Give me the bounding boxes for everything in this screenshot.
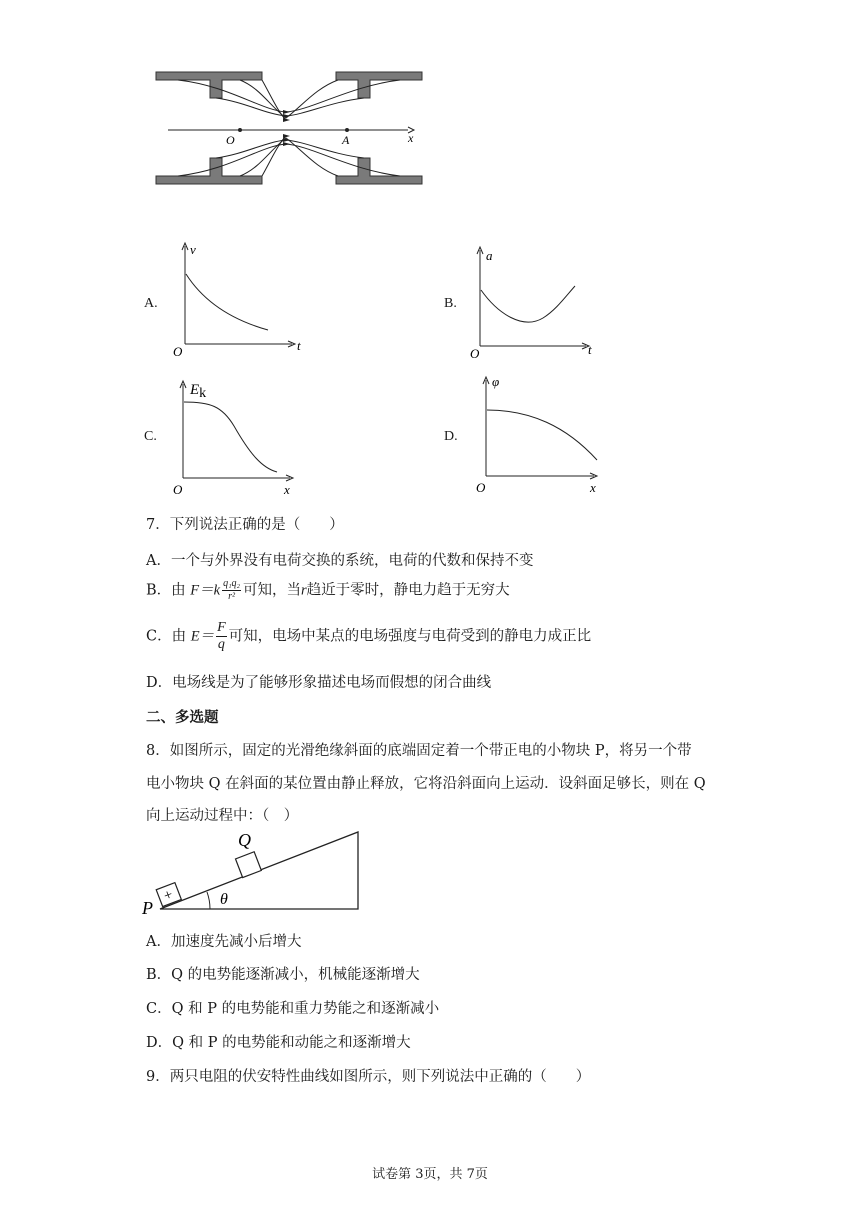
coulomb-fraction: $\frac{\text{q₁q₂}}{\text{r²}}$: [223, 578, 241, 602]
option-b-letter: B.: [444, 296, 457, 311]
theta-label: θ: [220, 891, 228, 908]
q8-option-d: D．Q 和 P 的电势能和动能之和逐渐增大: [146, 1035, 411, 1051]
q7-option-a: A．一个与外界没有电荷交换的系统，电荷的代数和保持不变: [146, 553, 534, 569]
top-plate-right: [336, 72, 422, 98]
option-c-letter: C.: [144, 429, 157, 444]
q8-option-c: C．Q 和 P 的电势能和重力势能之和逐渐减小: [146, 1001, 440, 1017]
origin-label: O: [226, 133, 235, 147]
graph-c-y-label: Ek: [190, 382, 207, 401]
section-title: 二、多选题: [146, 709, 219, 726]
p-label: P: [142, 898, 153, 918]
q7-stem: 7．下列说法正确的是（ ）: [146, 517, 344, 533]
graph-a-origin: O: [173, 344, 183, 358]
graph-c: [170, 374, 310, 498]
plus-sign: +: [161, 886, 176, 905]
q-label: Q: [238, 830, 251, 850]
graph-d-y-label: φ: [492, 374, 500, 389]
block-q: [235, 852, 261, 878]
q8-stem-line2: 电小物块 Q 在斜面的某位置由静止释放，它将沿斜面向上运动．设斜面足够长，则在 Q: [146, 776, 706, 792]
q7-option-d: D．电场线是为了能够形象描述电场而假想的闭合曲线: [146, 675, 492, 691]
graph-b: [468, 244, 608, 362]
point-a-label: A: [342, 133, 350, 147]
graph-a-y-label: v: [190, 242, 196, 257]
graph-b-x-label: t: [588, 342, 592, 357]
x-axis-label: x: [408, 131, 414, 145]
graph-a: [170, 240, 310, 358]
option-a-letter: A.: [144, 296, 158, 311]
incline-figure: [140, 822, 370, 918]
page-footer: 试卷第 3页，共 7页: [372, 1167, 488, 1182]
q8-stem-line1: 8．如图所示，固定的光滑绝缘斜面的底端固定着一个带正电的小物块 P，将另一个带: [146, 743, 692, 759]
bottom-plate-right: [336, 158, 422, 184]
graph-b-y-label: a: [486, 248, 493, 263]
graph-c-origin: O: [173, 482, 183, 497]
field-fraction: $\frac{F}{q}$: [217, 620, 226, 652]
q9-stem: 9．两只电阻的伏安特性曲线如图所示，则下列说法中正确的（ ）: [146, 1069, 591, 1085]
graph-d: [470, 370, 610, 496]
graph-a-x-label: t: [297, 338, 301, 353]
q8-option-b: B．Q 的电势能逐渐减小，机械能逐渐增大: [146, 967, 420, 983]
bottom-plate: [156, 158, 262, 184]
graph-d-origin: O: [476, 480, 486, 495]
q7-option-c: C．由 E＝ $\frac{F}{q}$ 可知，电场中某点的电场强度与电荷受到的静电力成正比: [146, 620, 592, 652]
field-diagram: [150, 66, 430, 190]
q7-option-b: B．由 F＝k $\frac{\text{q₁q₂}}{\text{r²}}$ 可知，当r趋近于零时，静电力趋于无穷大: [146, 578, 510, 602]
graph-c-x-label: x: [284, 482, 290, 497]
graph-d-x-label: x: [590, 480, 596, 495]
top-plate: [156, 72, 262, 98]
graph-b-origin: O: [470, 346, 480, 361]
option-d-letter: D.: [444, 429, 458, 444]
q8-stem-line3: 向上运动过程中：（ ）: [146, 808, 299, 824]
q8-option-a: A．加速度先减小后增大: [146, 934, 302, 950]
